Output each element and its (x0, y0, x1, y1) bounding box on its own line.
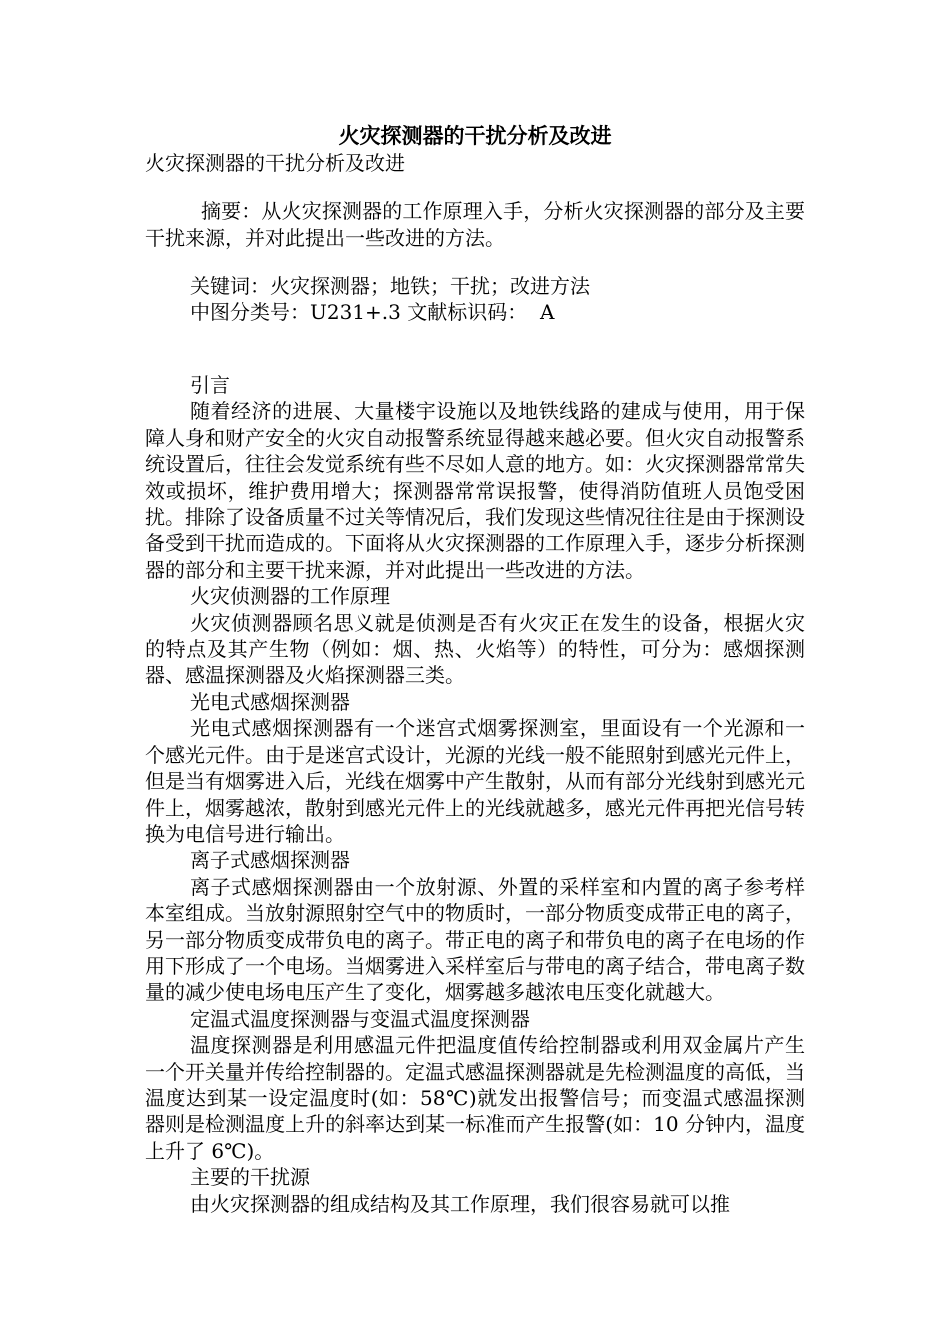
keywords-line: 关键词：火灾探测器；地铁；干扰；改进方法 (190, 274, 590, 298)
section-heading-interference: 主要的干扰源 (190, 1165, 310, 1190)
document-subtitle: 火灾探测器的干扰分析及改进 (145, 151, 405, 175)
section-heading-temperature: 定温式温度探测器与变温式温度探测器 (190, 1006, 530, 1031)
section-heading-introduction: 引言 (190, 373, 230, 397)
classification-line: 中图分类号：U231+.3 文献标识码： A (190, 300, 555, 324)
section-heading-ionization: 离子式感烟探测器 (190, 848, 350, 873)
body-text (145, 372, 805, 1217)
paragraph-temperature: 温度探测器是利用感温元件把温度值传给控制器或利用双金属片产生一个开关量并传给控制器的。定温式感温探测器就是先检测温度的高低，当温度达到某一设定温度时(如：58℃)就发出报警信号；而变温式感温探测器则是检测温度上升的斜率达到某一标准而产生报警(如：10 分钟内，温度上升了 6℃)。 (145, 1033, 805, 1163)
document-title: 火灾探测器的干扰分析及改进 (338, 124, 612, 148)
section-heading-working-principle: 火灾侦测器的工作原理 (190, 584, 390, 609)
section-heading-photoelectric: 光电式感烟探测器 (190, 689, 350, 714)
paragraph-introduction: 随着经济的进展、大量楼宇设施以及地铁线路的建成与使用，用于保障人身和财产安全的火灾自动报警系统显得越来越必要。但火灾自动报警系统设置后，往往会发觉系统有些不尽如人意的地方。如：火灾探测器常常失效或损坏，维护费用增大；探测器常常误报警，使得消防值班人员饱受困扰。排除了设备质量不过关等情况后，我们发现这些情况往往是由于探测设备受到干扰而造成的。下面将从火灾探测器的工作原理入手，逐步分析探测器的部分和主要干扰来源，并对此提出一些改进的方法。 (145, 399, 805, 582)
paragraph-working-principle: 火灾侦测器顾名思义就是侦测是否有火灾正在发生的设备，根据火灾的特点及其产生物（例如：烟、热、火焰等）的特性，可分为：感烟探测器、感温探测器及火焰探测器三类。 (145, 610, 805, 688)
paragraph-ionization: 离子式感烟探测器由一个放射源、外置的采样室和内置的离子参考样本室组成。当放射源照射空气中的物质时，一部分物质变成带正电的离子，另一部分物质变成带负电的离子。带正电的离子和带负电的离子在电场的作用下形成了一个电场。当烟雾进入采样室后与带电的离子结合，带电离子数量的减少使电场电压产生了变化，烟雾越多越浓电压变化就越大。 (145, 874, 805, 1005)
paragraph-interference: 由火灾探测器的组成结构及其工作原理，我们很容易就可以推 (190, 1191, 730, 1216)
paragraph-photoelectric: 光电式感烟探测器有一个迷宫式烟雾探测室，里面设有一个光源和一个感光元件。由于是迷宫式设计，光源的光线一般不能照射到感光元件上，但是当有烟雾进入后，光线在烟雾中产生散射，从而有部分光线射到感光元件上，烟雾越浓，散射到感光元件上的光线就越多，感光元件再把光信号转换为电信号进行输出。 (145, 716, 805, 846)
abstract-paragraph: 摘要：从火灾探测器的工作原理入手，分析火灾探测器的部分及主要干扰来源，并对此提出一些改进的方法。 (145, 199, 805, 250)
